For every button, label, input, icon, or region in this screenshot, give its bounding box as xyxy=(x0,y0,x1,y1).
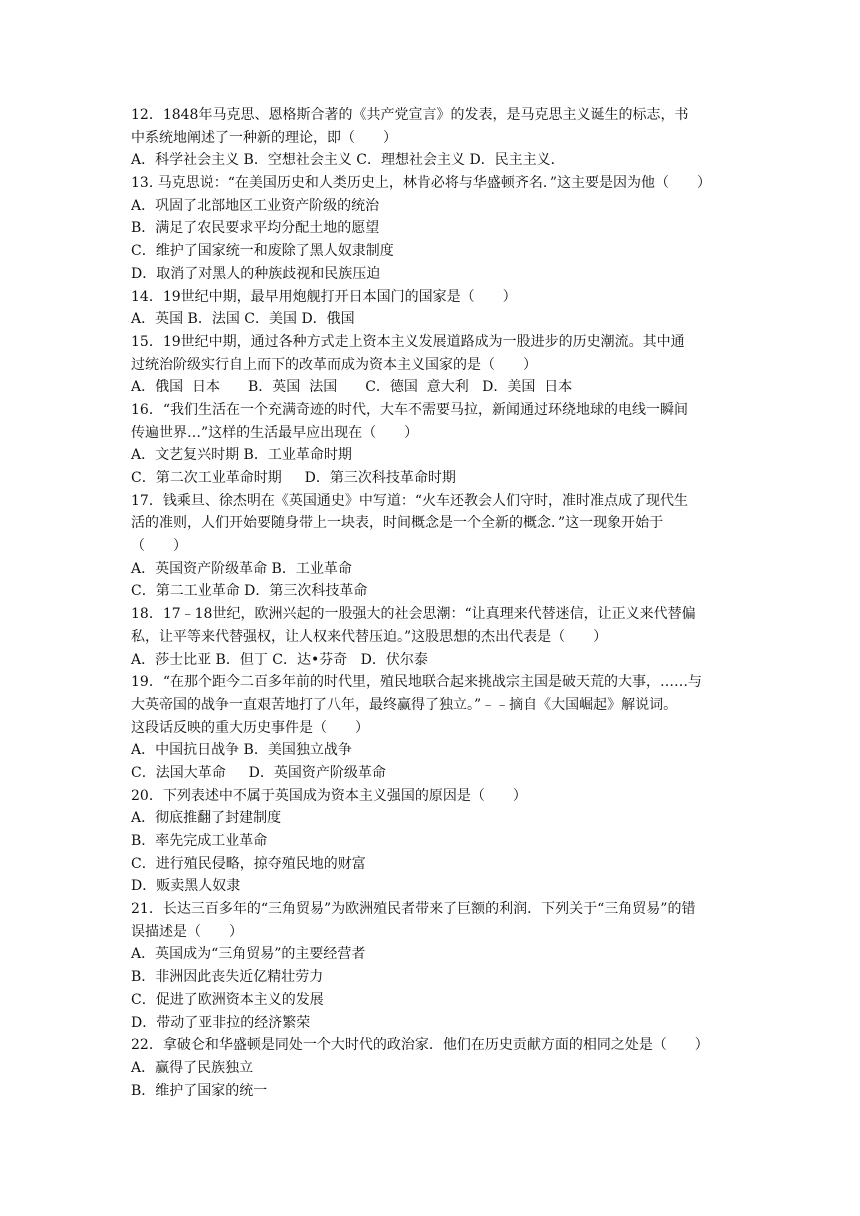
text-line: A．英国 B．法国 C．美国 D．俄国 xyxy=(131,311,355,328)
text-line: 这段话反映的重大历史事件是（ ） xyxy=(131,719,369,736)
text-line: A．俄国 日本 B．英国 法国 C．德国 意大利 D．美国 日本 xyxy=(131,379,573,396)
text-line: 私，让平等来代替强权，让人权来代替压迫。”这股思想的杰出代表是（ ） xyxy=(131,628,608,645)
text-line: A．文艺复兴时期 B．工业革命时期 xyxy=(131,447,352,464)
text-line: 17．钱乘旦、徐杰明在《英国通史》中写道：“火车还教会人们守时，准时准点成了现代生 xyxy=(131,492,688,509)
text-line: B．率先完成工业革命 xyxy=(131,833,268,849)
text-line: 18．17﹣18世纪，欧洲兴起的一股强大的社会思潮：“让真理来代替迷信，让正义来代替偏 xyxy=(131,606,696,623)
text-line: C．第二次工业革命时期 D．第三次科技革命时期 xyxy=(131,470,456,486)
text-line: C．法国大革命 D．英国资产阶级革命 xyxy=(131,764,386,781)
text-line: A．中国抗日战争 B．美国独立战争 xyxy=(131,742,352,759)
text-line: 过统治阶级实行自上而下的改革而成为资本主义国家的是（ ） xyxy=(131,356,537,373)
question-text-block xyxy=(131,104,741,1102)
text-line: B．维护了国家的统一 xyxy=(131,1082,268,1099)
text-line: D．带动了亚非拉的经济繁荣 xyxy=(131,1014,311,1031)
text-line: A．英国资产阶级革命 B．工业革命 xyxy=(131,560,352,577)
text-line: （ ） xyxy=(131,538,187,555)
text-line: D．取消了对黑人的种族歧视和民族压迫 xyxy=(131,265,381,282)
text-line: 21．长达三百多年的“三角贸易”为欧洲殖民者带来了巨额的利润．下列关于“三角贸易”的错 xyxy=(131,901,696,918)
text-line: 12．1848年马克思、恩格斯合著的《共产党宣言》的发表，是马克思主义诞生的标志，书 xyxy=(131,107,689,123)
text-line: A．莎士比亚 B．但丁 C．达•芬奇 D．伏尔泰 xyxy=(131,651,428,668)
text-line: 16．“我们生活在一个充满奇迹的时代，大车不需要马拉，新闻通过环绕地球的电线一瞬间 xyxy=(131,401,688,418)
text-line: C．第二工业革命 D．第三次科技革命 xyxy=(131,583,368,600)
text-line: 传遍世界…”这样的生活最早应出现在（ ） xyxy=(131,424,419,441)
text-line: C．进行殖民侵略，掠夺殖民地的财富 xyxy=(131,855,366,872)
text-line: 大英帝国的战争一直艰苦地打了八年，最终赢得了独立。”﹣﹣摘自《大国崛起》解说词。 xyxy=(131,696,678,713)
text-line: A．彻底推翻了封建制度 xyxy=(131,810,282,827)
text-line: A．赢得了民族独立 xyxy=(131,1059,254,1076)
text-line: B．非洲因此丧失近亿精壮劳力 xyxy=(131,969,324,986)
text-line: 中系统地阐述了一种新的理论，即（ ） xyxy=(131,129,397,146)
text-line: 误描述是（ ） xyxy=(131,923,243,940)
text-line: C．促进了欧洲资本主义的发展 xyxy=(131,991,324,1008)
text-line: 活的准则，人们开始要随身带上一块表，时间概念是一个全新的概念．”这一现象开始于 xyxy=(131,515,664,532)
text-line: 14．19世纪中期，最早用炮舰打开日本国门的国家是（ ） xyxy=(131,288,517,305)
text-line: A．英国成为“三角贸易”的主要经营者 xyxy=(131,946,366,963)
text-line: C．维护了国家统一和废除了黑人奴隶制度 xyxy=(131,243,394,260)
text-line: 22．拿破仑和华盛顿是同处一个大时代的政治家．他们在历史贡献方面的相同之处是（ ） xyxy=(131,1037,709,1054)
text-line: 13. 马克思说：“在美国历史和人类历史上，林肯必将与华盛顿齐名．”这主要是因为他（ ） xyxy=(131,175,712,192)
text-line: B．满足了农民要求平均分配土地的愿望 xyxy=(131,220,380,237)
text-line: A．巩固了北部地区工业资产阶级的统治 xyxy=(131,197,380,214)
text-line: 19．“在那个距今二百多年前的时代里，殖民地联合起来挑战宗主国是破天荒的大事，……与 xyxy=(131,674,702,691)
text-line: 20．下列表述中不属于英国成为资本主义强国的原因是（ ） xyxy=(131,787,527,804)
text-line: 15．19世纪中期，通过各种方式走上资本主义发展道路成为一股进步的历史潮流。其中通 xyxy=(131,333,685,350)
text-line: D．贩卖黑人奴隶 xyxy=(131,878,241,895)
text-line: A．科学社会主义 B．空想社会主义 C．理想社会主义 D．民主主义． xyxy=(131,152,565,169)
